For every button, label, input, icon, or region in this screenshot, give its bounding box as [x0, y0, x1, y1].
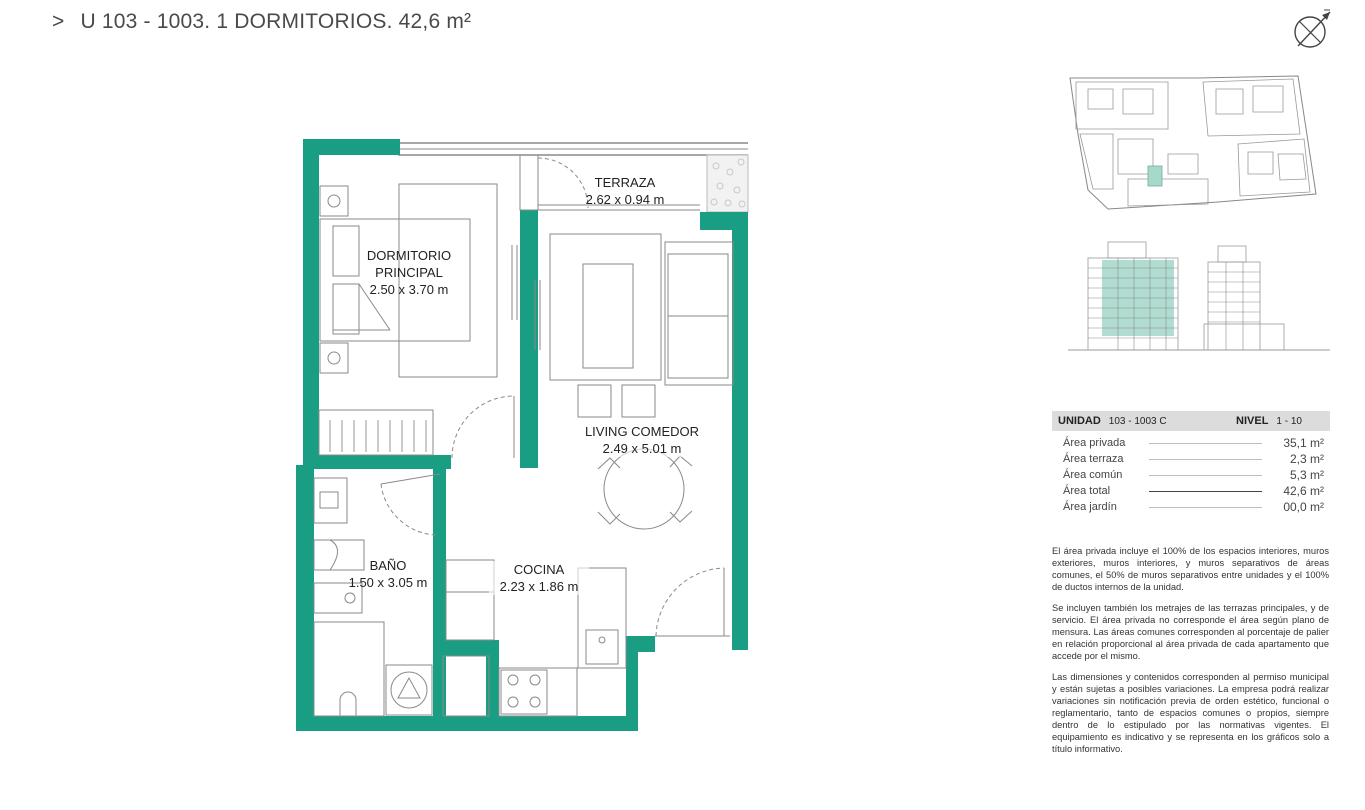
bedroom-door [452, 396, 514, 458]
row-value: 5,3 m² [1289, 468, 1324, 482]
note-paragraph: Se incluyen también los metrajes de las terrazas principales, y de servicio. El área privada no corresponde el área según plano de mensura. Las áreas comunes corresponden al porcentaje de palier en relación proporcional al área privada de cada apartamento que accede por el mismo. [1052, 603, 1329, 661]
legal-notes [1052, 545, 1329, 764]
nivel-label: NIVEL [1236, 415, 1269, 427]
room-dimensions: 2.62 x 0.94 m [585, 192, 665, 207]
key-plan-thumbnail [1068, 74, 1318, 214]
room-name: COCINA [513, 562, 565, 577]
room-name: DORMITORIO [366, 248, 452, 263]
unidad-value: 103 - 1003 C [1108, 415, 1167, 427]
building-elevation [1068, 238, 1330, 362]
table-header [1052, 411, 1330, 431]
table-row [1052, 483, 1330, 499]
terrace-railing [398, 143, 748, 155]
row-label: Área jardín [1063, 501, 1117, 513]
bedroom-furniture [319, 184, 517, 455]
row-label: Área privada [1063, 437, 1126, 449]
unidad-label: UNIDAD [1058, 415, 1101, 427]
room-cocina [489, 561, 589, 595]
row-value: 35,1 m² [1283, 436, 1324, 450]
table-row [1052, 435, 1330, 451]
room-dimensions: 2.49 x 5.01 m [602, 441, 682, 456]
room-name-line2: PRINCIPAL [375, 265, 443, 280]
row-label: Área terraza [1063, 453, 1124, 465]
area-table [1052, 411, 1330, 515]
table-row [1052, 451, 1330, 467]
bathroom-fixtures [314, 474, 440, 716]
chevron-right-icon: > [52, 10, 65, 33]
room-terraza [570, 174, 680, 208]
table-row [1052, 467, 1330, 483]
room-dimensions: 2.50 x 3.70 m [369, 282, 449, 297]
planter [707, 155, 748, 212]
note-paragraph: Las dimensiones y contenidos corresponden al permiso municipal y están sujetas a posibles variaciones. La empresa podrá realizar variaciones sin notificación previa de orden estético, funcional o reglamentario, tanto de espacios comunes o propios, siempre dentro de lo estipulado por las normativas vigentes. El equipamiento es indicativo y se representa en los gráficos solo a título informativo. [1052, 672, 1329, 754]
row-value: 42,6 m² [1283, 484, 1324, 498]
room-dimensions: 1.50 x 3.05 m [348, 575, 428, 590]
row-label: Área total [1063, 485, 1111, 497]
room-living [572, 423, 712, 457]
nivel-value: 1 - 10 [1276, 415, 1302, 427]
room-dimensions: 2.23 x 1.86 m [499, 579, 579, 594]
room-dormitorio [349, 247, 469, 298]
room-name: BAÑO [369, 558, 407, 573]
living-furniture [535, 234, 733, 529]
row-label: Área común [1063, 469, 1123, 481]
table-row [1052, 499, 1330, 515]
room-bano [338, 557, 438, 591]
row-value: 2,3 m² [1289, 452, 1324, 466]
unit-highlight [1148, 166, 1162, 186]
room-name: TERRAZA [594, 175, 656, 190]
unit-title-text: U 103 - 1003. 1 DORMITORIOS. 42,6 m² [80, 10, 472, 33]
room-name: LIVING COMEDOR [584, 424, 700, 439]
row-value: 00,0 m² [1283, 500, 1324, 514]
note-paragraph: El área privada incluye el 100% de los espacios interiores, muros exteriores, muros interiores, y muros separativos de áreas comunes, el 50% de muros separativos entre unidades y el 100% de ductos internos de la unidad. [1052, 546, 1329, 592]
